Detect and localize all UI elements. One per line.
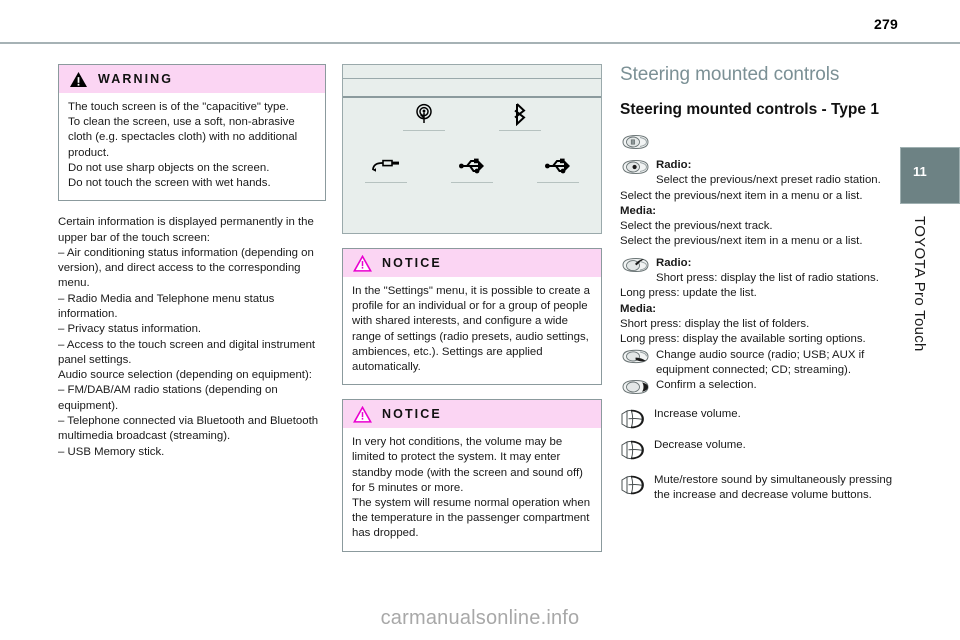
- control-line: Select the previous/next preset radio station.: [656, 174, 881, 187]
- warning-callout-title: WARNING: [98, 72, 174, 86]
- warning-line: Do not use sharp objects on the screen.: [68, 161, 270, 174]
- aux-jack-icon: [371, 153, 401, 179]
- control-line: Select the previous/next track.: [620, 220, 773, 233]
- warning-triangle-icon: [69, 71, 88, 88]
- notice-callout-1-body: [343, 277, 601, 384]
- paragraph: Certain information is displayed permanently in the upper bar of the touch screen:: [58, 216, 314, 244]
- figure-icon-cell: [398, 101, 450, 131]
- figure-caption-rule: [403, 130, 445, 131]
- warning-callout-body: [59, 93, 325, 200]
- volume-knob-up-icon: [620, 408, 648, 432]
- figure-caption-rule: [365, 182, 407, 183]
- section-title: Steering mounted controls: [620, 64, 840, 85]
- steering-source-button-icon: [620, 349, 650, 367]
- warning-callout: [58, 64, 326, 201]
- figure-icon-cell: [537, 153, 579, 183]
- chapter-tab-number: 11: [913, 164, 927, 179]
- notice-callout-2-header: [343, 400, 601, 428]
- paragraph: – Access to the touch screen and digital instrument panel settings.: [58, 338, 316, 366]
- notice-triangle-icon: [353, 406, 372, 423]
- control-line: Change audio source (radio; USB; AUX if equipment connected; CD; streaming).: [656, 348, 865, 376]
- control-line: Long press: update the list.: [620, 287, 757, 300]
- control-entry: [620, 348, 895, 379]
- paragraph: Audio source selection (depending on equipment):: [58, 369, 312, 382]
- middle-column: [342, 64, 602, 566]
- volume-knob-down-icon: [620, 439, 648, 463]
- figure-icon-cell: [494, 101, 546, 131]
- paragraph: – FM/DAB/AM radio stations (depending on equipment).: [58, 384, 278, 412]
- bluetooth-icon: [512, 101, 528, 127]
- chapter-tab: [900, 147, 960, 204]
- notice-callout-1-header: [343, 249, 601, 277]
- control-entry: [620, 158, 895, 189]
- control-label-media: Media:: [620, 204, 657, 217]
- figure-icon-grid: [343, 101, 601, 205]
- left-body-text: [58, 215, 326, 460]
- control-line: Confirm a selection.: [656, 379, 757, 392]
- control-entry: [620, 473, 895, 504]
- header-divider: [0, 42, 960, 44]
- control-entry: [620, 438, 895, 463]
- control-entry: [620, 378, 895, 397]
- figure-icon-row: [367, 153, 577, 183]
- steering-rocker-scroll-icon: [620, 159, 650, 177]
- radio-antenna-icon: [413, 101, 435, 127]
- notice-callout-2-body: [343, 428, 601, 550]
- figure-second-bar: [343, 79, 601, 98]
- control-line: Select the previous/next item in a menu or a list.: [620, 189, 863, 202]
- figure-icon-cell: [451, 153, 493, 183]
- usb-icon: [545, 153, 571, 179]
- warning-callout-header: [59, 65, 325, 93]
- paragraph: – Air conditioning status information (depending on version), and direct access to the corresponding menu.: [58, 246, 314, 290]
- control-line: Decrease volume.: [654, 439, 746, 452]
- control-label-radio: Radio:: [656, 256, 692, 269]
- chapter-label: TOYOTA Pro Touch: [911, 216, 928, 352]
- figure-icon-row: [367, 101, 577, 131]
- control-line: Increase volume.: [654, 408, 741, 421]
- sub-section-title: Steering mounted controls - Type 1: [620, 101, 879, 118]
- warning-line: The touch screen is of the "capacitive" type.: [68, 101, 289, 113]
- notice-callout-1-title: NOTICE: [382, 256, 442, 270]
- right-column: [620, 64, 895, 504]
- control-label-media: Media:: [620, 302, 657, 315]
- usb-icon: [459, 153, 485, 179]
- paragraph: – Privacy status information.: [58, 323, 202, 336]
- notice-callout-2-title: NOTICE: [382, 407, 442, 422]
- volume-knob-mute-icon: [620, 474, 648, 498]
- steering-list-button-icon: [620, 257, 650, 275]
- paragraph: – USB Memory stick.: [58, 445, 165, 458]
- figure-icon-cell: [365, 153, 407, 183]
- control-line: Mute/restore sound by simultaneously pressing the increase and decrease volume buttons.: [654, 474, 893, 502]
- notice-callout-2: [342, 399, 602, 551]
- steering-rocker-button-icon: [620, 134, 650, 152]
- paragraph: – Telephone connected via Bluetooth and Bluetooth multimedia broadcast (streaming).: [58, 415, 319, 443]
- control-entry: [620, 407, 895, 432]
- control-line: Short press: display the list of radio stations.: [656, 272, 879, 285]
- audio-source-figure: [342, 64, 602, 234]
- controls-list: [620, 133, 895, 504]
- page-number: 279: [874, 16, 898, 32]
- notice-callout-1: [342, 248, 602, 385]
- notice-triangle-icon: [353, 255, 372, 272]
- control-line: Short press: display the list of folders.: [620, 317, 810, 330]
- warning-line: Do not touch the screen with wet hands.: [68, 177, 271, 190]
- figure-caption-rule: [451, 182, 493, 183]
- figure-top-bar: [343, 65, 601, 79]
- control-line: Long press: display the available sorting options.: [620, 333, 866, 346]
- control-entry: [620, 256, 895, 287]
- notice-text: In the "Settings" menu, it is possible to create a profile for an individual or for a group of people with shared interests, and configure a wide range of settings (radio presets, audio settings, ambiences, etc.). Settings are applied automatically.: [352, 285, 590, 374]
- paragraph: – Radio Media and Telephone menu status information.: [58, 292, 275, 320]
- control-line: Select the previous/next item in a menu or a list.: [620, 235, 863, 248]
- control-entry: [620, 133, 895, 152]
- notice-text: The system will resume normal operation when the temperature in the passenger compartment has dropped.: [352, 497, 591, 540]
- site-watermark: carmanualsonline.info: [380, 607, 580, 629]
- left-column: [58, 64, 326, 460]
- notice-text: In very hot conditions, the volume may be limited to protect the system. It may enter standby mode (with the screen and sound off) for 5 minutes or more.: [352, 436, 583, 494]
- figure-caption-rule: [499, 130, 541, 131]
- warning-line: To clean the screen, use a soft, non-abrasive cloth (e.g. spectacles cloth) with no additional product.: [68, 116, 298, 159]
- figure-caption-rule: [537, 182, 579, 183]
- steering-confirm-button-icon: [620, 379, 650, 397]
- control-label-radio: Radio:: [656, 159, 692, 171]
